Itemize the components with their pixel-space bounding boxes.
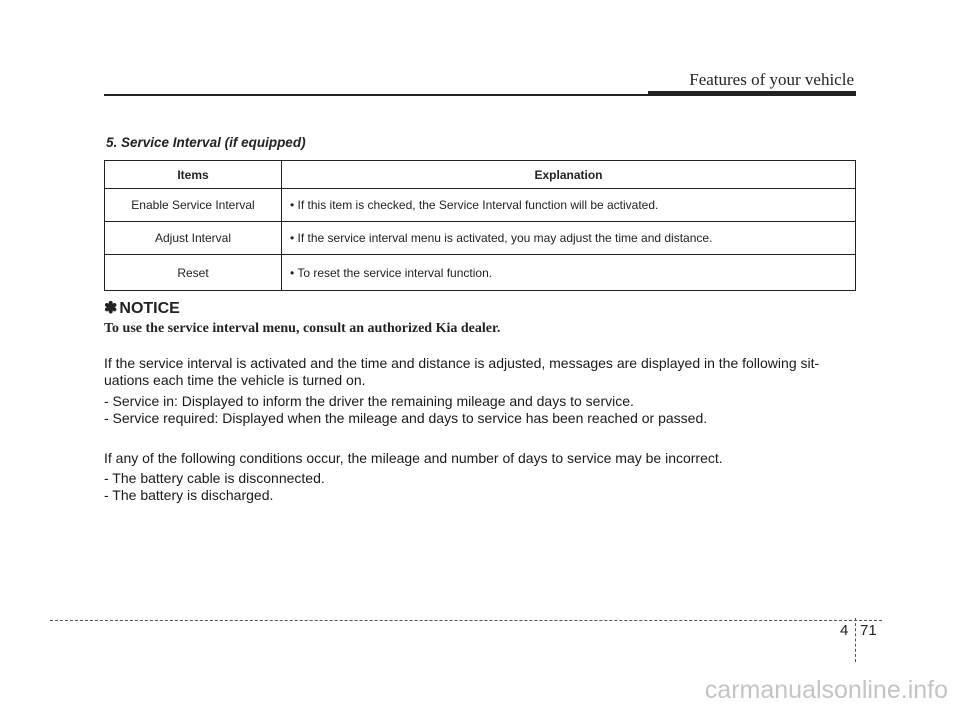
body-paragraph-2: If any of the following conditions occur, the mileage and number of days to service may be incorrect.	[104, 450, 723, 466]
list-item: - The battery cable is disconnected.	[104, 470, 325, 486]
chapter-number: 4	[840, 622, 849, 639]
table-row	[105, 255, 856, 291]
notice-heading	[104, 298, 180, 318]
page-number: 71	[860, 622, 877, 639]
table-cell-explanation: • If this item is checked, the Service Interval function will be activated.	[282, 189, 856, 222]
header-rule-accent	[648, 91, 856, 96]
footer-rule	[50, 620, 882, 621]
table-row	[105, 222, 856, 255]
table-header-row	[105, 161, 856, 189]
notice-title: NOTICE	[119, 300, 180, 317]
list-item: - Service required: Displayed when the mileage and days to service has been reached or passed.	[104, 410, 708, 426]
notice-subtitle: To use the service interval menu, consult an authorized Kia dealer.	[104, 321, 501, 336]
table-cell-item: Enable Service Interval	[105, 189, 282, 222]
table-cell-explanation: • If the service interval menu is activated, you may adjust the time and distance.	[282, 222, 856, 255]
notice-icon: ✽	[104, 300, 118, 317]
list-item: - The battery is discharged.	[104, 487, 274, 503]
list-item: - Service in: Displayed to inform the driver the remaining mileage and days to service.	[104, 393, 634, 409]
column-header-explanation: Explanation	[282, 161, 856, 189]
body-paragraph-1: If the service interval is activated and the time and distance is adjusted, messages are displayed in the following sit-uations each time the vehicle is turned on.	[104, 355, 820, 388]
table-cell-item: Adjust Interval	[105, 222, 282, 255]
table-cell-explanation: • To reset the service interval function.	[282, 255, 856, 291]
watermark: carmanualsonline.info	[704, 676, 948, 704]
section-title: Features of your vehicle	[689, 70, 854, 89]
service-interval-table	[104, 160, 856, 291]
column-header-items: Items	[105, 161, 282, 189]
subsection-title: 5. Service Interval (if equipped)	[106, 135, 306, 150]
table-row	[105, 189, 856, 222]
table-cell-item: Reset	[105, 255, 282, 291]
page-number-divider	[855, 618, 856, 662]
